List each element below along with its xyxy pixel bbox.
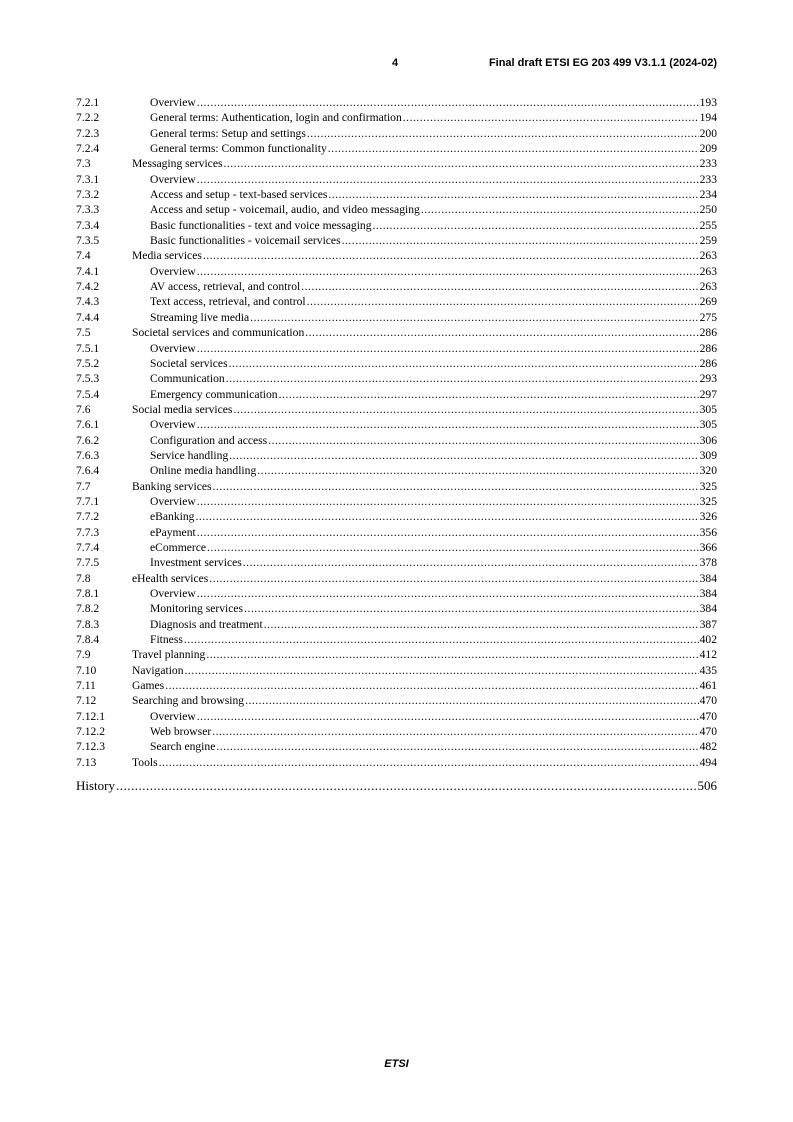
toc-entry-number: 7.7.5 (76, 556, 100, 570)
toc-entry-page: 325 (699, 494, 717, 508)
toc-entry-number: 7.7.1 (76, 494, 100, 508)
toc-entry[interactable] (76, 294, 717, 309)
dot-leader (212, 724, 698, 739)
toc-entry-page: 194 (699, 111, 717, 125)
toc-entry[interactable] (76, 709, 717, 724)
toc-entry-title: Emergency communication (150, 387, 278, 401)
toc-entry-page: 306 (699, 433, 717, 447)
toc-entry-title: Access and setup - text-based services (150, 188, 328, 202)
toc-entry[interactable] (76, 356, 717, 371)
dot-leader (197, 709, 699, 724)
dot-leader (197, 264, 699, 279)
toc-entry-page: 494 (699, 755, 717, 769)
toc-entry-page: 378 (699, 556, 717, 570)
toc-entry-number: 7.4.2 (76, 280, 100, 294)
toc-entry-number: 7.3.5 (76, 234, 100, 248)
dot-leader (243, 555, 699, 570)
toc-entry-line (150, 463, 717, 478)
toc-entry-title: Searching and browsing (132, 694, 245, 708)
toc-entry-line (150, 724, 717, 739)
toc-entry-line (150, 110, 717, 125)
toc-entry[interactable] (76, 525, 717, 540)
toc-entry-line (132, 402, 717, 417)
toc-entry-line (132, 693, 717, 708)
toc-entry-line (150, 540, 717, 555)
toc-entry-number: 7.10 (76, 663, 97, 677)
toc-entry[interactable] (76, 509, 717, 524)
toc-entry-page: 506 (697, 778, 717, 793)
toc-entry-line (150, 555, 717, 570)
toc-entry-page: 263 (699, 249, 717, 263)
toc-entry-line (150, 632, 717, 647)
toc-entry-page: 435 (699, 663, 717, 677)
dot-leader (250, 310, 698, 325)
toc-entry-title: Overview (150, 587, 196, 600)
toc-entry-page: 209 (699, 142, 717, 156)
toc-entry-page: 293 (699, 372, 717, 386)
toc-entry-number: 7.7.3 (76, 525, 100, 539)
toc-entry[interactable] (76, 617, 717, 632)
toc-entry[interactable] (76, 218, 717, 233)
toc-entry-title: Social media services (132, 402, 233, 416)
dot-leader (245, 693, 699, 708)
toc-entry-page: 305 (699, 402, 717, 416)
toc-entry-title: Service handling (150, 448, 229, 462)
toc-entry-title: Web browser (150, 725, 212, 739)
toc-entry-page: 470 (699, 709, 717, 723)
toc-entry-line (132, 663, 717, 678)
toc-entry-line (150, 417, 717, 432)
toc-entry-number: 7.8.2 (76, 602, 100, 616)
toc-entry-number: 7.4.3 (76, 295, 100, 309)
toc-entry-title: Fitness (150, 633, 183, 647)
toc-entry-title: Societal services (150, 356, 228, 370)
toc-entry[interactable] (76, 739, 717, 754)
toc-entry-page: 320 (699, 464, 717, 478)
toc-entry-page: 297 (699, 387, 717, 401)
toc-entry-page: 366 (699, 540, 717, 554)
dot-leader (307, 294, 699, 309)
toc-entry[interactable] (76, 586, 717, 601)
toc-entry-title: Online media handling (150, 464, 257, 478)
toc-entry[interactable] (76, 494, 717, 509)
toc-entry-page: 309 (699, 448, 717, 462)
toc-entry[interactable] (76, 678, 717, 693)
toc-entry-page: 387 (699, 617, 717, 631)
toc-entry-page: 263 (699, 280, 717, 294)
toc-entry-title: Overview (150, 264, 196, 278)
toc-entry-number: 7.5.3 (76, 372, 100, 386)
toc-entry[interactable] (76, 448, 717, 463)
toc-entry-title: Streaming live media (150, 310, 250, 324)
toc-entry-number: 7.4.1 (76, 264, 100, 278)
dot-leader (197, 172, 699, 187)
toc-entry-page: 384 (699, 587, 717, 600)
toc-entry-line (150, 525, 717, 540)
toc-entry[interactable] (76, 540, 717, 555)
toc-entry-line (150, 233, 717, 248)
dot-leader (213, 479, 699, 494)
toc-entry-line (150, 310, 717, 325)
dot-leader (209, 571, 698, 586)
dot-leader (257, 463, 698, 478)
toc-entry-number: 7.6.4 (76, 464, 100, 478)
toc-entry[interactable] (76, 632, 717, 647)
dot-leader (207, 540, 699, 555)
toc-entry-page: 461 (699, 679, 717, 693)
toc-entry[interactable] (76, 310, 717, 325)
dot-leader (197, 586, 699, 601)
dot-leader (216, 739, 698, 754)
table-of-contents (76, 95, 717, 770)
toc-entry-page: 412 (699, 648, 717, 662)
toc-entry-number: 7.3.3 (76, 203, 100, 217)
toc-entry-page: 384 (699, 571, 717, 585)
toc-entry-title: Overview (150, 341, 196, 355)
toc-entry-page: 234 (699, 188, 717, 202)
toc-entry-number: 7.8 (76, 571, 91, 585)
toc-entry-page: 233 (699, 172, 717, 186)
toc-entry-line (150, 586, 717, 601)
toc-entry-page: 263 (699, 264, 717, 278)
toc-entry-title: eBanking (150, 510, 195, 524)
toc-entry-title: Diagnosis and treatment (150, 617, 263, 631)
toc-entry[interactable] (76, 264, 717, 279)
toc-entry-page: 269 (699, 295, 717, 309)
toc-entry-number: 7.12.3 (76, 740, 105, 754)
toc-entry-number: 7.8.4 (76, 633, 100, 647)
toc-entry-number: 7.11 (76, 679, 96, 693)
toc-entry-page: 305 (699, 418, 717, 432)
toc-entry-title: Tools (132, 755, 158, 769)
toc-entry[interactable] (76, 95, 717, 110)
toc-entry-line (150, 387, 717, 402)
toc-entry-line (150, 341, 717, 356)
dot-leader (301, 279, 698, 294)
dot-leader (264, 617, 699, 632)
document-title: Final draft ETSI EG 203 499 V3.1.1 (2024-02) (488, 57, 717, 69)
toc-entry-title: eCommerce (150, 540, 207, 554)
toc-entry-number: 7.2.3 (76, 126, 100, 140)
toc-entry-number: 7.9 (76, 648, 91, 662)
toc-entry-line (150, 172, 717, 187)
toc-entry[interactable] (76, 371, 717, 386)
toc-entry-title: Communication (150, 372, 225, 386)
toc-entry[interactable] (76, 202, 717, 217)
toc-entry[interactable] (76, 463, 717, 478)
toc-entry-number: 7.3.2 (76, 188, 100, 202)
toc-entry-page: 326 (699, 510, 717, 524)
toc-entry-title: eHealth services (132, 571, 209, 585)
toc-entry-number: 7.6.3 (76, 448, 100, 462)
toc-entry-line (150, 739, 717, 754)
toc-entry-line (150, 494, 717, 509)
toc-entry-title: Games (132, 679, 165, 693)
dot-leader (226, 371, 699, 386)
toc-entry-page: 470 (699, 725, 717, 739)
toc-entry-line (132, 325, 717, 340)
toc-entry-line (150, 202, 717, 217)
toc-entry[interactable] (76, 647, 717, 662)
toc-entry-line (150, 141, 717, 156)
toc-entry-title: Text access, retrieval, and control (150, 295, 306, 309)
toc-entry-page: 200 (699, 126, 717, 140)
toc-entry-history[interactable] (76, 778, 717, 794)
toc-entry[interactable] (76, 341, 717, 356)
toc-entry-page: 286 (699, 326, 717, 340)
toc-entry-number: 7.5.2 (76, 356, 100, 370)
toc-entry-title: Access and setup - voicemail, audio, and video messaging (150, 203, 420, 217)
toc-entry[interactable] (76, 325, 717, 340)
dot-leader (421, 202, 699, 217)
toc-entry[interactable] (76, 417, 717, 432)
page-number: 4 (392, 57, 399, 69)
toc-entry-title: Overview (150, 96, 196, 109)
toc-entry-line (132, 479, 717, 494)
dot-leader (184, 632, 699, 647)
toc-entry-number: 7.7 (76, 479, 91, 493)
toc-entry-number: 7.3.4 (76, 218, 100, 232)
toc-entry-number: 7.5.1 (76, 341, 100, 355)
toc-entry-line (150, 433, 717, 448)
toc-entry-number: 7.12 (76, 694, 97, 708)
dot-leader (342, 233, 699, 248)
toc-entry-title: Media services (132, 249, 202, 263)
toc-entry[interactable] (76, 126, 717, 141)
toc-entry-title: Overview (150, 172, 196, 186)
dot-leader (268, 433, 698, 448)
toc-entry-number: 7.7.4 (76, 540, 100, 554)
toc-entry-number: 7.3.1 (76, 172, 100, 186)
toc-entry-title: Societal services and communication (132, 326, 305, 340)
toc-entry-title: Overview (150, 494, 196, 508)
toc-entry-number: 7.4.4 (76, 310, 100, 324)
toc-entry-number: 7.2.1 (76, 96, 100, 109)
toc-entry-line (150, 187, 717, 202)
toc-entry-line (132, 571, 717, 586)
toc-entry-number: 7.6 (76, 402, 91, 416)
toc-entry-page: 356 (699, 525, 717, 539)
toc-entry-title: Overview (150, 709, 196, 723)
toc-entry[interactable] (76, 141, 717, 156)
toc-entry-number: 7.12.2 (76, 725, 105, 739)
toc-entry-title: Investment services (150, 556, 242, 570)
toc-entry-page: 275 (699, 310, 717, 324)
toc-entry-number: 7.5 (76, 326, 91, 340)
toc-entry[interactable] (76, 663, 717, 678)
dot-leader (206, 647, 698, 662)
toc-entry-title: Monitoring services (150, 602, 244, 616)
toc-entry-line (132, 678, 717, 693)
toc-entry-number: 7.2.2 (76, 111, 100, 125)
dot-leader (197, 494, 699, 509)
toc-entry-title: General terms: Common functionality (150, 142, 327, 156)
dot-leader (197, 341, 699, 356)
toc-entry-line (150, 371, 717, 386)
toc-entry-line (150, 509, 717, 524)
toc-entry-page: 255 (699, 218, 717, 232)
toc-entry-title: AV access, retrieval, and control (150, 280, 301, 294)
dot-leader (279, 387, 699, 402)
dot-leader (197, 417, 699, 432)
toc-entry-number: 7.5.4 (76, 387, 100, 401)
toc-entry-number: 7.7.2 (76, 510, 100, 524)
toc-entry-number: 7.12.1 (76, 709, 105, 723)
toc-entry[interactable] (76, 110, 717, 125)
toc-entry[interactable] (76, 279, 717, 294)
toc-entry-page: 470 (699, 694, 717, 708)
toc-entry-title: Search engine (150, 740, 216, 754)
toc-entry-title: General terms: Setup and settings (150, 126, 306, 140)
toc-entry[interactable] (76, 433, 717, 448)
toc-entry[interactable] (76, 248, 717, 263)
dot-leader (165, 678, 698, 693)
dot-leader (244, 601, 699, 616)
dot-leader (185, 663, 699, 678)
toc-entry-title: Overview (150, 418, 196, 432)
dot-leader (197, 95, 699, 110)
toc-entry-title: Messaging services (132, 157, 223, 171)
dot-leader (305, 325, 698, 340)
dot-leader (233, 402, 698, 417)
dot-leader (373, 218, 699, 233)
toc-entry-page: 250 (699, 203, 717, 217)
toc-entry-line (132, 755, 717, 770)
toc-entry-title: Travel planning (132, 648, 206, 662)
toc-entry[interactable] (76, 172, 717, 187)
toc-entry[interactable] (76, 724, 717, 739)
toc-entry-number: 7.3 (76, 157, 91, 171)
toc-entry-page: 193 (699, 96, 717, 109)
dot-leader (203, 248, 699, 263)
toc-entry[interactable] (76, 233, 717, 248)
toc-entry-number: 7.8.3 (76, 617, 100, 631)
toc-entry-page: 286 (699, 341, 717, 355)
toc-entry-title: ePayment (150, 525, 196, 539)
toc-entry-line (150, 356, 717, 371)
toc-entry-number: 7.6.2 (76, 433, 100, 447)
toc-entry-number: 7.8.1 (76, 587, 100, 600)
toc-entry-page: 402 (699, 633, 717, 647)
dot-leader (159, 755, 699, 770)
toc-entry[interactable] (76, 156, 717, 171)
toc-entry-title: Navigation (132, 663, 184, 677)
toc-entry-line (150, 264, 717, 279)
toc-entry-line (150, 95, 717, 110)
toc-entry-line (150, 617, 717, 632)
toc-entry-line (132, 248, 717, 263)
footer-etsi: ETSI (384, 1058, 409, 1070)
dot-leader (328, 187, 698, 202)
toc-entry-page: 384 (699, 602, 717, 616)
toc-entry-number: 7.13 (76, 755, 97, 769)
toc-entry-number: 7.6.1 (76, 418, 100, 432)
toc-entry[interactable] (76, 571, 717, 586)
toc-entry-page: 482 (699, 740, 717, 754)
toc-entry[interactable] (76, 187, 717, 202)
toc-entry[interactable] (76, 479, 717, 494)
toc-entry-line (150, 279, 717, 294)
toc-entry-line (132, 647, 717, 662)
toc-entry-title: General terms: Authentication, login and confirmation (150, 111, 402, 125)
toc-entry-title: Banking services (132, 479, 212, 493)
toc-entry-line (150, 709, 717, 724)
dot-leader (307, 126, 699, 141)
toc-entry[interactable] (76, 387, 717, 402)
toc-entry-page: 325 (699, 479, 717, 493)
toc-entry-title: Basic functionalities - voicemail services (150, 234, 341, 248)
toc-entry-line (150, 294, 717, 309)
toc-entry[interactable] (76, 755, 717, 770)
toc-entry[interactable] (76, 555, 717, 570)
toc-entry-title: Configuration and access (150, 433, 268, 447)
toc-entry[interactable] (76, 402, 717, 417)
dot-leader (116, 778, 697, 794)
toc-entry-number: 7.2.4 (76, 142, 100, 156)
toc-entry-page: 233 (699, 157, 717, 171)
dot-leader (229, 356, 699, 371)
toc-entry-title: Basic functionalities - text and voice messaging (150, 218, 372, 232)
toc-entry-line (150, 601, 717, 616)
toc-entry-line (150, 448, 717, 463)
dot-leader (229, 448, 698, 463)
dot-leader (195, 509, 698, 524)
dot-leader (197, 525, 699, 540)
toc-entry-line (150, 218, 717, 233)
toc-entry-line (150, 126, 717, 141)
toc-entry-title: History (76, 778, 115, 793)
toc-entry[interactable] (76, 693, 717, 708)
toc-entry-page: 286 (699, 356, 717, 370)
toc-entry-line (132, 156, 717, 171)
toc-entry-page: 259 (699, 234, 717, 248)
dot-leader (223, 156, 698, 171)
toc-entry[interactable] (76, 601, 717, 616)
dot-leader (328, 141, 699, 156)
dot-leader (403, 110, 699, 125)
toc-entry-number: 7.4 (76, 249, 91, 263)
